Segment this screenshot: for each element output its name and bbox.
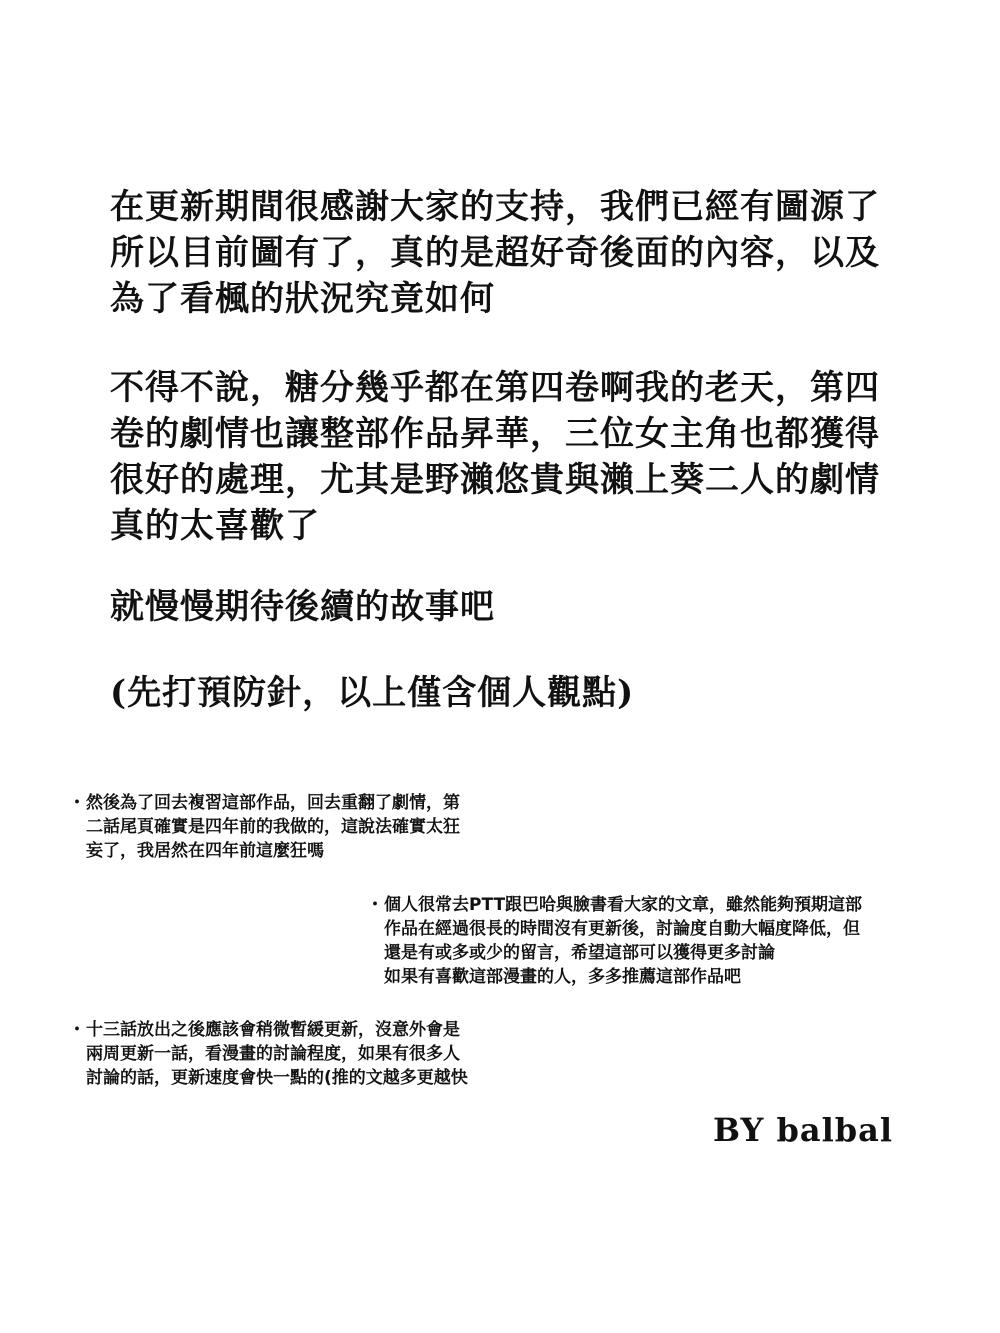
note-update-schedule: [68, 1018, 468, 1090]
note-line: 如果有喜歡這部漫畫的人，多多推薦這部作品吧: [384, 967, 741, 987]
paragraph-line: 不得不說，糖分幾乎都在第四卷啊我的老天，第四: [110, 368, 880, 408]
note-line: 個人很常去PTT跟巴哈與臉書看大家的文章，雖然能夠預期這部: [384, 895, 863, 915]
bullet-icon: ・: [366, 895, 384, 915]
note-line: 然後為了回去複習這部作品，回去重翻了劇情，第: [86, 793, 460, 813]
paragraph-thanks: [110, 184, 910, 322]
paragraph-volume-four: [110, 365, 910, 549]
paragraph-disclaimer: [110, 670, 910, 716]
note-line: 作品在經過很長的時間沒有更新後，討論度自動大幅度降低，但: [384, 919, 860, 939]
note-line: 十三話放出之後應該會稍微暫緩更新，沒意外會是: [86, 1020, 460, 1040]
paragraph-line: 真的太喜歡了: [110, 506, 320, 546]
paragraph-line: 卷的劇情也讓整部作品昇華，三位女主角也都獲得: [110, 414, 880, 454]
paragraph-line: 很好的處理，尤其是野瀨悠貴與瀨上葵二人的劇情: [110, 460, 880, 500]
note-discussion: [366, 893, 862, 989]
note-line: 討論的話，更新速度會快一點的(推的文越多更越快: [86, 1068, 468, 1088]
note-line: 兩周更新一話，看漫畫的討論程度，如果有很多人: [86, 1044, 460, 1064]
paragraph-line: 在更新期間很感謝大家的支持，我們已經有圖源了: [110, 187, 880, 227]
note-line: 妄了，我居然在四年前這麼狂嗎: [86, 841, 324, 861]
paragraph-look-forward: [110, 584, 910, 630]
paragraph-line: 所以目前圖有了，真的是超好奇後面的內容，以及: [110, 233, 880, 273]
bullet-icon: ・: [68, 793, 86, 813]
signature: BY balbal: [713, 1111, 893, 1149]
note-rereading: [68, 791, 460, 863]
note-line: 二話尾頁確實是四年前的我做的，這說法確實太狂: [86, 817, 460, 837]
note-line: 還是有或多或少的留言，希望這部可以獲得更多討論: [384, 943, 775, 963]
paragraph-line: 為了看楓的狀況究竟如何: [110, 279, 495, 319]
paragraph-line: (先打預防針，以上僅含個人觀點): [110, 673, 635, 713]
bullet-icon: ・: [68, 1020, 86, 1040]
paragraph-line: 就慢慢期待後續的故事吧: [110, 587, 495, 627]
